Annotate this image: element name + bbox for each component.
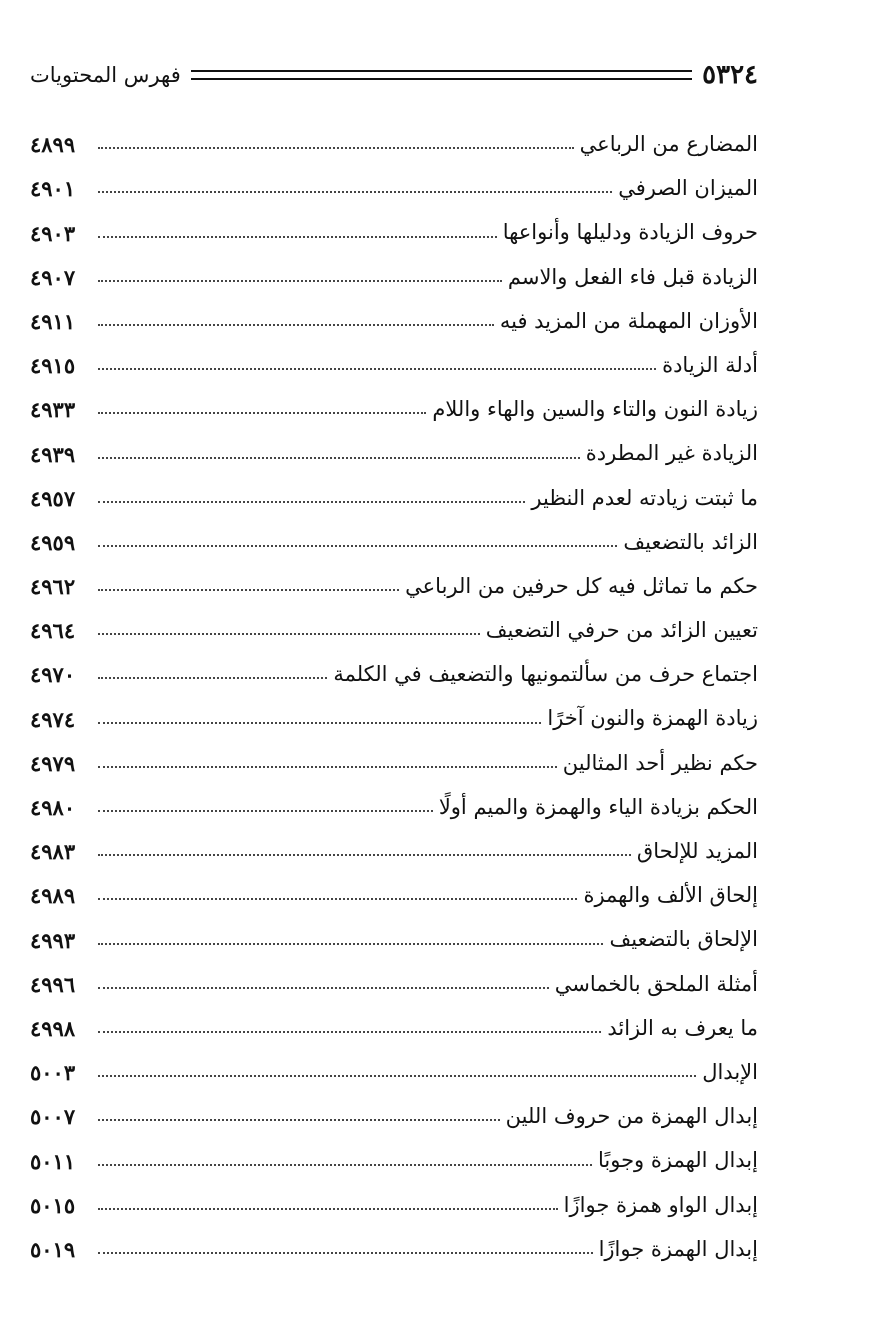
dot-leader: [98, 1119, 500, 1121]
toc-entry-title: ما ثبتت زيادته لعدم النظير: [531, 485, 758, 510]
toc-entry-page: ٤٩٠١: [30, 176, 76, 202]
dot-leader: [98, 677, 327, 679]
dot-leader: [98, 147, 574, 149]
toc-entry-page: ٤٩٨٩: [30, 883, 76, 909]
dot-leader: [98, 589, 399, 591]
toc-entry-page: ٤٨٩٩: [30, 132, 76, 158]
toc-entry-title: أمثلة الملحق بالخماسي: [554, 971, 758, 996]
toc-entry: [30, 776, 758, 820]
toc-entry-title: زيادة الهمزة والنون آخرًا: [547, 706, 758, 731]
dot-leader: [98, 412, 426, 414]
toc-entry: [30, 1174, 758, 1218]
dot-leader: [98, 368, 656, 370]
toc-entry: [30, 511, 758, 555]
running-title: فهرس المحتويات: [30, 63, 181, 87]
toc-entry-page: ٥٠٠٧: [30, 1104, 76, 1130]
dot-leader: [98, 501, 525, 503]
toc-entry-title: الزيادة غير المطردة: [585, 441, 758, 466]
page-header: [30, 55, 758, 95]
toc-entry: [30, 908, 758, 952]
toc-entry-title: اجتماع حرف من سألتمونيها والتضعيف في الكلمة: [333, 662, 758, 687]
header-rule: [191, 70, 692, 80]
toc-entry-title: الميزان الصرفي: [618, 176, 758, 201]
toc-entry: [30, 246, 758, 290]
toc-entry: [30, 467, 758, 511]
toc-entry-title: الزيادة قبل فاء الفعل والاسم: [507, 264, 758, 289]
toc-entry-title: حكم نظير أحد المثالين: [562, 750, 758, 775]
toc-entry-page: ٤٩٨٣: [30, 839, 76, 865]
toc-entry-page: ٥٠١١: [30, 1148, 76, 1174]
page-number: ٥٣٢٤: [702, 60, 758, 90]
dot-leader: [98, 457, 580, 459]
toc-entry: [30, 555, 758, 599]
toc-entry: [30, 378, 758, 422]
dot-leader: [98, 943, 603, 945]
toc-entry: [30, 334, 758, 378]
toc-entry-page: ٥٠٠٣: [30, 1060, 76, 1086]
toc-entry: [30, 687, 758, 731]
toc-list: [30, 113, 758, 1262]
toc-entry-title: حروف الزيادة ودليلها وأنواعها: [502, 220, 758, 245]
toc-entry-title: الأوزان المهملة من المزيد فيه: [499, 308, 758, 333]
toc-entry: [30, 1129, 758, 1173]
toc-entry-title: الإلحاق بالتضعيف: [609, 927, 758, 952]
toc-entry-page: ٤٩٧٠: [30, 662, 76, 688]
dot-leader: [98, 987, 549, 989]
toc-entry-title: إبدال الهمزة من حروف اللين: [505, 1104, 758, 1129]
toc-entry-page: ٤٩٩٦: [30, 971, 76, 997]
toc-entry-title: تعيين الزائد من حرفي التضعيف: [485, 618, 758, 643]
toc-entry-page: ٤٩٣٩: [30, 441, 76, 467]
toc-entry-page: ٤٩٦٤: [30, 618, 76, 644]
dot-leader: [98, 854, 631, 856]
toc-entry-title: إبدال الواو همزة جوازًا: [563, 1192, 758, 1217]
toc-entry-page: ٤٩٧٤: [30, 706, 76, 732]
dot-leader: [98, 1208, 558, 1210]
toc-entry: [30, 201, 758, 245]
toc-entry: [30, 290, 758, 334]
toc-entry-title: إبدال الهمزة وجوبًا: [597, 1148, 758, 1173]
toc-entry: [30, 422, 758, 466]
toc-entry: [30, 1218, 758, 1262]
dot-leader: [98, 1031, 601, 1033]
toc-entry: [30, 864, 758, 908]
dot-leader: [98, 324, 494, 326]
dot-leader: [98, 545, 617, 547]
dot-leader: [98, 191, 612, 193]
dot-leader: [98, 722, 541, 724]
dot-leader: [98, 236, 497, 238]
toc-entry-title: المضارع من الرباعي: [579, 132, 758, 156]
toc-entry-page: ٤٩٧٩: [30, 750, 76, 776]
toc-entry-page: ٤٩٩٣: [30, 927, 76, 953]
toc-entry-page: ٤٩٦٢: [30, 574, 76, 600]
dot-leader: [98, 1075, 696, 1077]
toc-entry-title: الإبدال: [702, 1059, 758, 1084]
toc-page: [30, 55, 758, 1262]
toc-entry: [30, 113, 758, 157]
toc-entry-title: زيادة النون والتاء والسين والهاء واللام: [432, 397, 758, 422]
dot-leader: [98, 1252, 593, 1254]
toc-entry-title: إلحاق الألف والهمزة: [583, 883, 758, 908]
dot-leader: [98, 810, 433, 812]
toc-entry: [30, 599, 758, 643]
toc-entry-page: ٥٠١٥: [30, 1192, 76, 1218]
toc-entry-page: ٤٩٠٧: [30, 264, 76, 290]
toc-entry: [30, 157, 758, 201]
toc-entry: [30, 732, 758, 776]
toc-entry-page: ٤٩١٥: [30, 353, 76, 379]
toc-entry-page: ٤٩٠٣: [30, 220, 76, 246]
toc-entry-page: ٤٩٣٣: [30, 397, 76, 423]
toc-entry-page: ٤٩٨٠: [30, 795, 76, 820]
toc-entry: [30, 820, 758, 864]
toc-entry-title: إبدال الهمزة جوازًا: [598, 1236, 758, 1261]
toc-entry-title: حكم ما تماثل فيه كل حرفين من الرباعي: [405, 573, 758, 598]
toc-entry: [30, 643, 758, 687]
toc-entry-page: ٤٩٥٧: [30, 485, 76, 511]
toc-entry: [30, 953, 758, 997]
toc-entry: [30, 1041, 758, 1085]
dot-leader: [98, 766, 557, 768]
toc-entry: [30, 1085, 758, 1129]
dot-leader: [98, 280, 502, 282]
toc-entry-page: ٤٩٥٩: [30, 529, 76, 555]
toc-entry-title: المزيد للإلحاق: [636, 839, 758, 863]
toc-entry-title: الزائد بالتضعيف: [623, 529, 758, 554]
toc-entry-title: الحكم بزيادة الياء والهمزة والميم أولًا: [438, 794, 758, 819]
toc-entry: [30, 997, 758, 1041]
toc-entry-title: أدلة الزيادة: [662, 352, 758, 377]
dot-leader: [98, 898, 577, 900]
toc-entry-page: ٥٠١٩: [30, 1236, 76, 1262]
dot-leader: [98, 633, 480, 635]
toc-entry-page: ٤٩١١: [30, 308, 76, 334]
dot-leader: [98, 1164, 592, 1166]
toc-entry-title: ما يعرف به الزائد: [607, 1015, 758, 1040]
toc-entry-page: ٤٩٩٨: [30, 1015, 76, 1041]
